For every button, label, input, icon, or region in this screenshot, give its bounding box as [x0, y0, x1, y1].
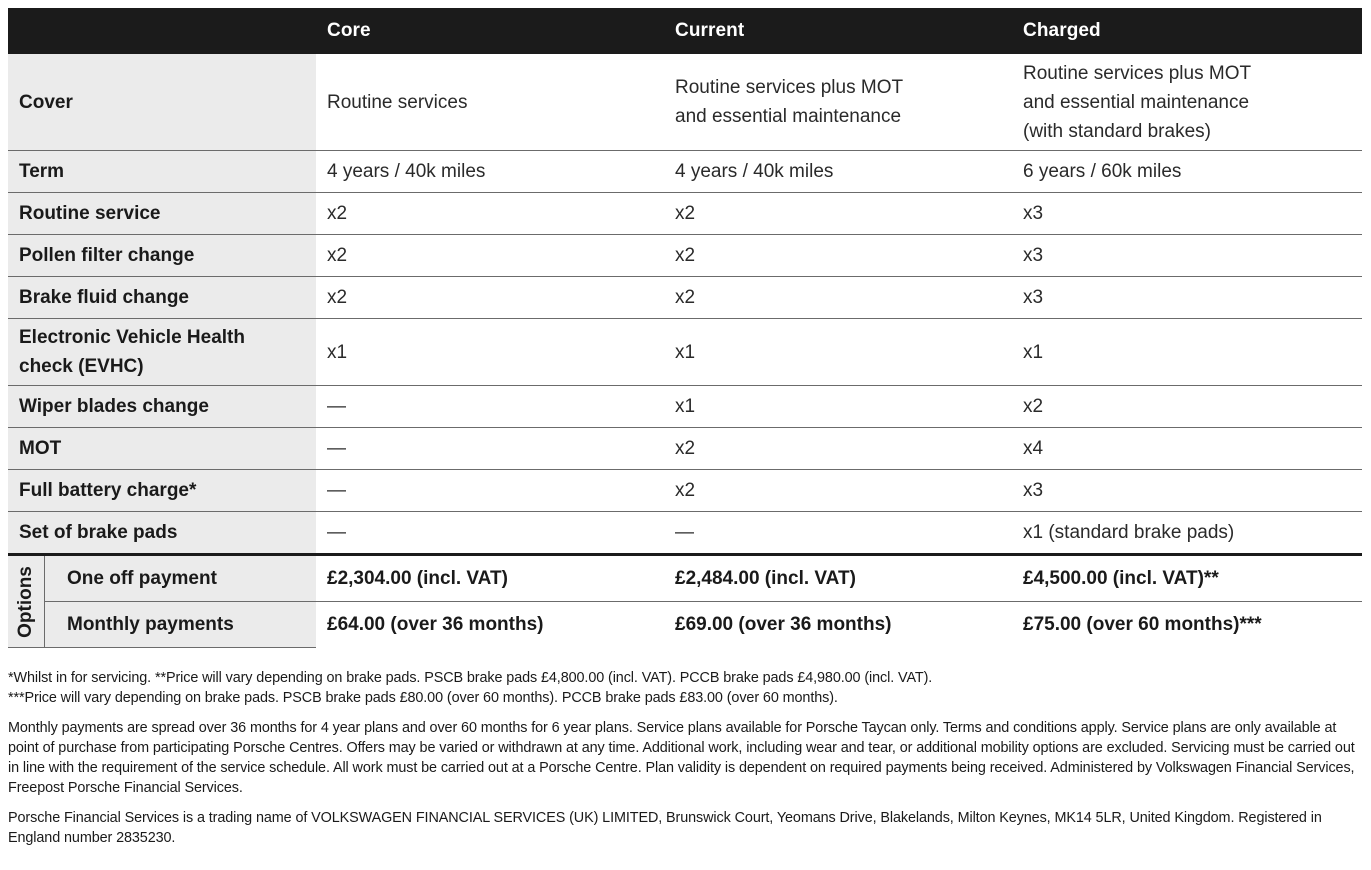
price-charged-one-off: £4,500.00 (incl. VAT)** [1012, 555, 1362, 602]
cell-charged: x1 [1012, 319, 1362, 386]
table-header-row [8, 8, 1362, 54]
cell-charged: x3 [1012, 470, 1362, 512]
table-row-term [8, 151, 1362, 193]
header-plan-charged: Charged [1012, 8, 1362, 54]
table-row-cover [8, 54, 1362, 151]
price-current-monthly: £69.00 (over 36 months) [664, 602, 1012, 648]
cell-charged: x3 [1012, 235, 1362, 277]
row-label: Routine service [8, 193, 316, 235]
cell-current: Routine services plus MOT and essential maintenance [664, 54, 1012, 151]
cell-core: 4 years / 40k miles [316, 151, 664, 193]
cell-current: x2 [664, 428, 1012, 470]
table-row-battery-charge [8, 470, 1362, 512]
table-row-pollen-filter [8, 235, 1362, 277]
row-label: Term [8, 151, 316, 193]
options-body [8, 555, 1362, 648]
cell-charged: Routine services plus MOT and essential maintenance (with standard brakes) [1012, 54, 1362, 151]
cell-charged: x1 (standard brake pads) [1012, 512, 1362, 555]
footnote-2: ***Price will vary depending on brake pads. PSCB brake pads £80.00 (over 60 months). PCCB brake pads £83.00 (over 60 months). [8, 690, 838, 706]
cell-charged: x3 [1012, 193, 1362, 235]
header-corner [8, 8, 316, 54]
cell-charged: x2 [1012, 386, 1362, 428]
terms-paragraph: Monthly payments are spread over 36 months for 4 year plans and over 60 months for 6 year plans. Service plans available for Porsche Taycan only. Terms and conditions apply. Service plans are only available at point of purchase from participating Porsche Centres. Offers may be varied or withdrawn at any time. Additional work, including wear and tear, or additional mobility options are excluded. Servicing must be carried out in line with the requirement of the service schedule. All work must be carried out at a Porsche Centre. Plan validity is dependent on required payments being received. Administered by Volkswagen Financial Services, Freepost Porsche Financial Services. [8, 720, 1355, 796]
header-plan-current: Current [664, 8, 1012, 54]
cell-charged: x3 [1012, 277, 1362, 319]
cell-current: x2 [664, 277, 1012, 319]
cell-core: Routine services [316, 54, 664, 151]
row-label: Brake fluid change [8, 277, 316, 319]
table-row-one-off-payment [8, 555, 1362, 602]
options-label: Options [15, 565, 36, 638]
cell-current: x1 [664, 386, 1012, 428]
price-core-monthly: £64.00 (over 36 months) [316, 602, 664, 648]
service-plan-comparison [8, 8, 1362, 858]
row-label-one-off: One off payment [45, 556, 316, 602]
table-row-routine-service [8, 193, 1362, 235]
table-row-mot [8, 428, 1362, 470]
cell-core: x2 [316, 277, 664, 319]
header-plan-core: Core [316, 8, 664, 54]
table-row-brake-fluid [8, 277, 1362, 319]
row-label: Set of brake pads [8, 512, 316, 555]
cell-current: x2 [664, 235, 1012, 277]
cell-current: x2 [664, 193, 1012, 235]
legal-paragraph: Porsche Financial Services is a trading name of VOLKSWAGEN FINANCIAL SERVICES (UK) LIMITED, Brunswick Court, Yeomans Drive, Blakelands, Milton Keynes, MK14 5LR, United Kingdom. Registered in England number 2835230. [8, 810, 1322, 846]
cell-core: — [316, 428, 664, 470]
features-body [8, 54, 1362, 555]
row-label: Cover [8, 54, 316, 151]
table-row-wiper-blades [8, 386, 1362, 428]
cell-core: x2 [316, 235, 664, 277]
row-label: Pollen filter change [8, 235, 316, 277]
row-label: MOT [8, 428, 316, 470]
options-label-cell [8, 555, 316, 648]
service-plan-table [8, 8, 1362, 648]
footnote-1: *Whilst in for servicing. **Price will vary depending on brake pads. PSCB brake pads £4,800.00 (incl. VAT). PCCB brake pads £4,980.00 (incl. VAT). [8, 670, 933, 686]
price-current-one-off: £2,484.00 (incl. VAT) [664, 555, 1012, 602]
row-label: Wiper blades change [8, 386, 316, 428]
table-row-brake-pads [8, 512, 1362, 555]
options-vertical-label [8, 556, 45, 647]
row-label: Full battery charge* [8, 470, 316, 512]
row-label: Electronic Vehicle Health check (EVHC) [8, 319, 316, 386]
cell-current: x1 [664, 319, 1012, 386]
cell-core: x1 [316, 319, 664, 386]
cell-current: x2 [664, 470, 1012, 512]
price-charged-monthly: £75.00 (over 60 months)*** [1012, 602, 1362, 648]
cell-core: — [316, 386, 664, 428]
cell-core: x2 [316, 193, 664, 235]
cell-charged: 6 years / 60k miles [1012, 151, 1362, 193]
price-core-one-off: £2,304.00 (incl. VAT) [316, 555, 664, 602]
cell-current: — [664, 512, 1012, 555]
cell-charged: x4 [1012, 428, 1362, 470]
cell-current: 4 years / 40k miles [664, 151, 1012, 193]
cell-core: — [316, 470, 664, 512]
footnotes [8, 668, 1362, 848]
cell-core: — [316, 512, 664, 555]
table-row-evhc [8, 319, 1362, 386]
row-label-monthly: Monthly payments [67, 613, 234, 635]
